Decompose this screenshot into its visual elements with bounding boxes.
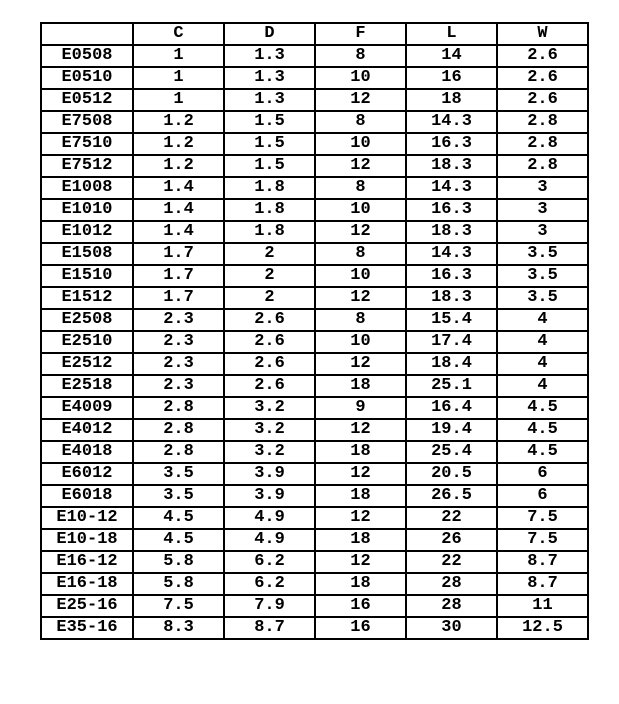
cell-d: 6.2 bbox=[224, 551, 315, 573]
cell-d: 2.6 bbox=[224, 309, 315, 331]
cell-w: 3 bbox=[497, 177, 588, 199]
cell-d: 2.6 bbox=[224, 331, 315, 353]
cell-w: 4.5 bbox=[497, 419, 588, 441]
cell-w: 4.5 bbox=[497, 397, 588, 419]
cell-l: 16.3 bbox=[406, 133, 497, 155]
cell-w: 6 bbox=[497, 485, 588, 507]
cell-f: 10 bbox=[315, 265, 406, 287]
cell-d: 1.5 bbox=[224, 133, 315, 155]
cell-c: 7.5 bbox=[133, 595, 224, 617]
cell-l: 28 bbox=[406, 595, 497, 617]
cell-c: 2.8 bbox=[133, 397, 224, 419]
table-row bbox=[41, 309, 588, 331]
cell-f: 16 bbox=[315, 595, 406, 617]
cell-d: 1.3 bbox=[224, 89, 315, 111]
cell-l: 18.4 bbox=[406, 353, 497, 375]
cell-f: 18 bbox=[315, 573, 406, 595]
cell-l: 14 bbox=[406, 45, 497, 67]
table-row bbox=[41, 133, 588, 155]
cell-w: 3.5 bbox=[497, 265, 588, 287]
cell-d: 1.5 bbox=[224, 155, 315, 177]
table-row bbox=[41, 199, 588, 221]
cell-model: E0508 bbox=[41, 45, 133, 67]
cell-f: 12 bbox=[315, 353, 406, 375]
cell-d: 1.8 bbox=[224, 199, 315, 221]
cell-l: 18.3 bbox=[406, 287, 497, 309]
header-cell-l: L bbox=[406, 23, 497, 45]
cell-w: 4 bbox=[497, 309, 588, 331]
cell-w: 4 bbox=[497, 331, 588, 353]
table-row bbox=[41, 375, 588, 397]
cell-l: 25.4 bbox=[406, 441, 497, 463]
header-cell-w: W bbox=[497, 23, 588, 45]
cell-f: 10 bbox=[315, 133, 406, 155]
table-row bbox=[41, 397, 588, 419]
cell-f: 8 bbox=[315, 309, 406, 331]
cell-model: E16-18 bbox=[41, 573, 133, 595]
cell-w: 7.5 bbox=[497, 529, 588, 551]
cell-c: 5.8 bbox=[133, 551, 224, 573]
cell-f: 12 bbox=[315, 89, 406, 111]
cell-w: 2.6 bbox=[497, 67, 588, 89]
cell-c: 2.3 bbox=[133, 375, 224, 397]
cell-c: 5.8 bbox=[133, 573, 224, 595]
cell-model: E7510 bbox=[41, 133, 133, 155]
cell-d: 3.2 bbox=[224, 419, 315, 441]
cell-f: 12 bbox=[315, 507, 406, 529]
cell-f: 18 bbox=[315, 529, 406, 551]
cell-c: 4.5 bbox=[133, 507, 224, 529]
cell-l: 20.5 bbox=[406, 463, 497, 485]
cell-l: 18.3 bbox=[406, 221, 497, 243]
cell-w: 2.6 bbox=[497, 45, 588, 67]
cell-c: 1 bbox=[133, 89, 224, 111]
table-row bbox=[41, 573, 588, 595]
header-cell-model bbox=[41, 23, 133, 45]
cell-model: E7508 bbox=[41, 111, 133, 133]
cell-model: E2510 bbox=[41, 331, 133, 353]
cell-f: 8 bbox=[315, 111, 406, 133]
cell-model: E1008 bbox=[41, 177, 133, 199]
cell-model: E4018 bbox=[41, 441, 133, 463]
cell-f: 16 bbox=[315, 617, 406, 639]
cell-l: 14.3 bbox=[406, 177, 497, 199]
cell-f: 18 bbox=[315, 485, 406, 507]
cell-f: 18 bbox=[315, 375, 406, 397]
header-cell-d: D bbox=[224, 23, 315, 45]
cell-c: 1.7 bbox=[133, 265, 224, 287]
cell-l: 14.3 bbox=[406, 243, 497, 265]
cell-model: E10-18 bbox=[41, 529, 133, 551]
cell-c: 1 bbox=[133, 67, 224, 89]
cell-d: 2 bbox=[224, 243, 315, 265]
table-row bbox=[41, 111, 588, 133]
cell-model: E35-16 bbox=[41, 617, 133, 639]
cell-model: E0510 bbox=[41, 67, 133, 89]
cell-c: 2.3 bbox=[133, 331, 224, 353]
cell-d: 1.3 bbox=[224, 67, 315, 89]
cell-f: 8 bbox=[315, 177, 406, 199]
cell-l: 16 bbox=[406, 67, 497, 89]
cell-f: 12 bbox=[315, 551, 406, 573]
cell-w: 2.8 bbox=[497, 111, 588, 133]
table-row bbox=[41, 485, 588, 507]
cell-w: 2.8 bbox=[497, 155, 588, 177]
cell-d: 1.3 bbox=[224, 45, 315, 67]
cell-f: 12 bbox=[315, 221, 406, 243]
cell-d: 2.6 bbox=[224, 353, 315, 375]
cell-d: 2 bbox=[224, 265, 315, 287]
cell-w: 8.7 bbox=[497, 551, 588, 573]
cell-c: 1.7 bbox=[133, 243, 224, 265]
cell-l: 18 bbox=[406, 89, 497, 111]
cell-w: 3 bbox=[497, 199, 588, 221]
cell-d: 4.9 bbox=[224, 529, 315, 551]
cell-model: E2512 bbox=[41, 353, 133, 375]
cell-w: 4.5 bbox=[497, 441, 588, 463]
table-row bbox=[41, 155, 588, 177]
cell-w: 6 bbox=[497, 463, 588, 485]
table-row bbox=[41, 551, 588, 573]
cell-w: 7.5 bbox=[497, 507, 588, 529]
cell-c: 1.4 bbox=[133, 177, 224, 199]
cell-f: 12 bbox=[315, 287, 406, 309]
cell-w: 2.8 bbox=[497, 133, 588, 155]
cell-l: 26 bbox=[406, 529, 497, 551]
table-row bbox=[41, 617, 588, 639]
cell-d: 7.9 bbox=[224, 595, 315, 617]
cell-c: 2.3 bbox=[133, 353, 224, 375]
cell-c: 2.8 bbox=[133, 441, 224, 463]
cell-model: E1512 bbox=[41, 287, 133, 309]
cell-l: 28 bbox=[406, 573, 497, 595]
cell-model: E1010 bbox=[41, 199, 133, 221]
cell-f: 18 bbox=[315, 441, 406, 463]
cell-c: 1.4 bbox=[133, 199, 224, 221]
table-row bbox=[41, 67, 588, 89]
cell-l: 16.3 bbox=[406, 265, 497, 287]
table-row bbox=[41, 45, 588, 67]
table-row bbox=[41, 507, 588, 529]
cell-l: 22 bbox=[406, 551, 497, 573]
table-row bbox=[41, 177, 588, 199]
cell-f: 9 bbox=[315, 397, 406, 419]
table-row bbox=[41, 441, 588, 463]
cell-l: 16.3 bbox=[406, 199, 497, 221]
table-row bbox=[41, 353, 588, 375]
cell-c: 1.7 bbox=[133, 287, 224, 309]
cell-d: 1.5 bbox=[224, 111, 315, 133]
header-cell-f: F bbox=[315, 23, 406, 45]
cell-d: 3.9 bbox=[224, 485, 315, 507]
cell-f: 10 bbox=[315, 67, 406, 89]
cell-d: 2.6 bbox=[224, 375, 315, 397]
table-row bbox=[41, 221, 588, 243]
cell-c: 1.2 bbox=[133, 133, 224, 155]
cell-model: E1510 bbox=[41, 265, 133, 287]
cell-model: E25-16 bbox=[41, 595, 133, 617]
cell-w: 8.7 bbox=[497, 573, 588, 595]
cell-d: 1.8 bbox=[224, 177, 315, 199]
cell-c: 1.2 bbox=[133, 111, 224, 133]
cell-model: E16-12 bbox=[41, 551, 133, 573]
cell-w: 3.5 bbox=[497, 287, 588, 309]
cell-d: 1.8 bbox=[224, 221, 315, 243]
table-row bbox=[41, 463, 588, 485]
header-cell-c: C bbox=[133, 23, 224, 45]
cell-d: 6.2 bbox=[224, 573, 315, 595]
cell-l: 30 bbox=[406, 617, 497, 639]
table-row bbox=[41, 89, 588, 111]
cell-model: E1508 bbox=[41, 243, 133, 265]
cell-model: E6012 bbox=[41, 463, 133, 485]
table-row bbox=[41, 331, 588, 353]
cell-model: E7512 bbox=[41, 155, 133, 177]
cell-model: E4012 bbox=[41, 419, 133, 441]
cell-w: 4 bbox=[497, 353, 588, 375]
cell-c: 3.5 bbox=[133, 463, 224, 485]
table-row bbox=[41, 419, 588, 441]
cell-model: E4009 bbox=[41, 397, 133, 419]
cell-l: 18.3 bbox=[406, 155, 497, 177]
cell-c: 1.4 bbox=[133, 221, 224, 243]
cell-c: 1 bbox=[133, 45, 224, 67]
cell-w: 4 bbox=[497, 375, 588, 397]
cell-l: 16.4 bbox=[406, 397, 497, 419]
cell-c: 2.8 bbox=[133, 419, 224, 441]
cell-w: 2.6 bbox=[497, 89, 588, 111]
cell-w: 11 bbox=[497, 595, 588, 617]
header-row bbox=[41, 23, 588, 45]
cell-l: 19.4 bbox=[406, 419, 497, 441]
cell-l: 15.4 bbox=[406, 309, 497, 331]
cell-f: 8 bbox=[315, 243, 406, 265]
cell-model: E1012 bbox=[41, 221, 133, 243]
cell-f: 10 bbox=[315, 331, 406, 353]
cell-model: E2508 bbox=[41, 309, 133, 331]
cell-c: 8.3 bbox=[133, 617, 224, 639]
table-row bbox=[41, 243, 588, 265]
cell-f: 12 bbox=[315, 419, 406, 441]
table-row bbox=[41, 265, 588, 287]
cell-f: 10 bbox=[315, 199, 406, 221]
cell-f: 12 bbox=[315, 463, 406, 485]
table-header bbox=[41, 23, 588, 45]
cell-model: E0512 bbox=[41, 89, 133, 111]
cell-w: 12.5 bbox=[497, 617, 588, 639]
table-row bbox=[41, 529, 588, 551]
cell-model: E2518 bbox=[41, 375, 133, 397]
cell-c: 4.5 bbox=[133, 529, 224, 551]
spec-table bbox=[40, 22, 589, 640]
cell-d: 4.9 bbox=[224, 507, 315, 529]
cell-d: 8.7 bbox=[224, 617, 315, 639]
cell-d: 3.2 bbox=[224, 397, 315, 419]
cell-c: 2.3 bbox=[133, 309, 224, 331]
table-row bbox=[41, 595, 588, 617]
cell-l: 17.4 bbox=[406, 331, 497, 353]
cell-d: 3.2 bbox=[224, 441, 315, 463]
table-body bbox=[41, 45, 588, 639]
cell-f: 8 bbox=[315, 45, 406, 67]
cell-w: 3 bbox=[497, 221, 588, 243]
cell-l: 26.5 bbox=[406, 485, 497, 507]
cell-l: 14.3 bbox=[406, 111, 497, 133]
cell-model: E10-12 bbox=[41, 507, 133, 529]
cell-l: 25.1 bbox=[406, 375, 497, 397]
table-row bbox=[41, 287, 588, 309]
cell-c: 3.5 bbox=[133, 485, 224, 507]
cell-d: 3.9 bbox=[224, 463, 315, 485]
cell-f: 12 bbox=[315, 155, 406, 177]
cell-model: E6018 bbox=[41, 485, 133, 507]
cell-c: 1.2 bbox=[133, 155, 224, 177]
cell-w: 3.5 bbox=[497, 243, 588, 265]
cell-d: 2 bbox=[224, 287, 315, 309]
cell-l: 22 bbox=[406, 507, 497, 529]
